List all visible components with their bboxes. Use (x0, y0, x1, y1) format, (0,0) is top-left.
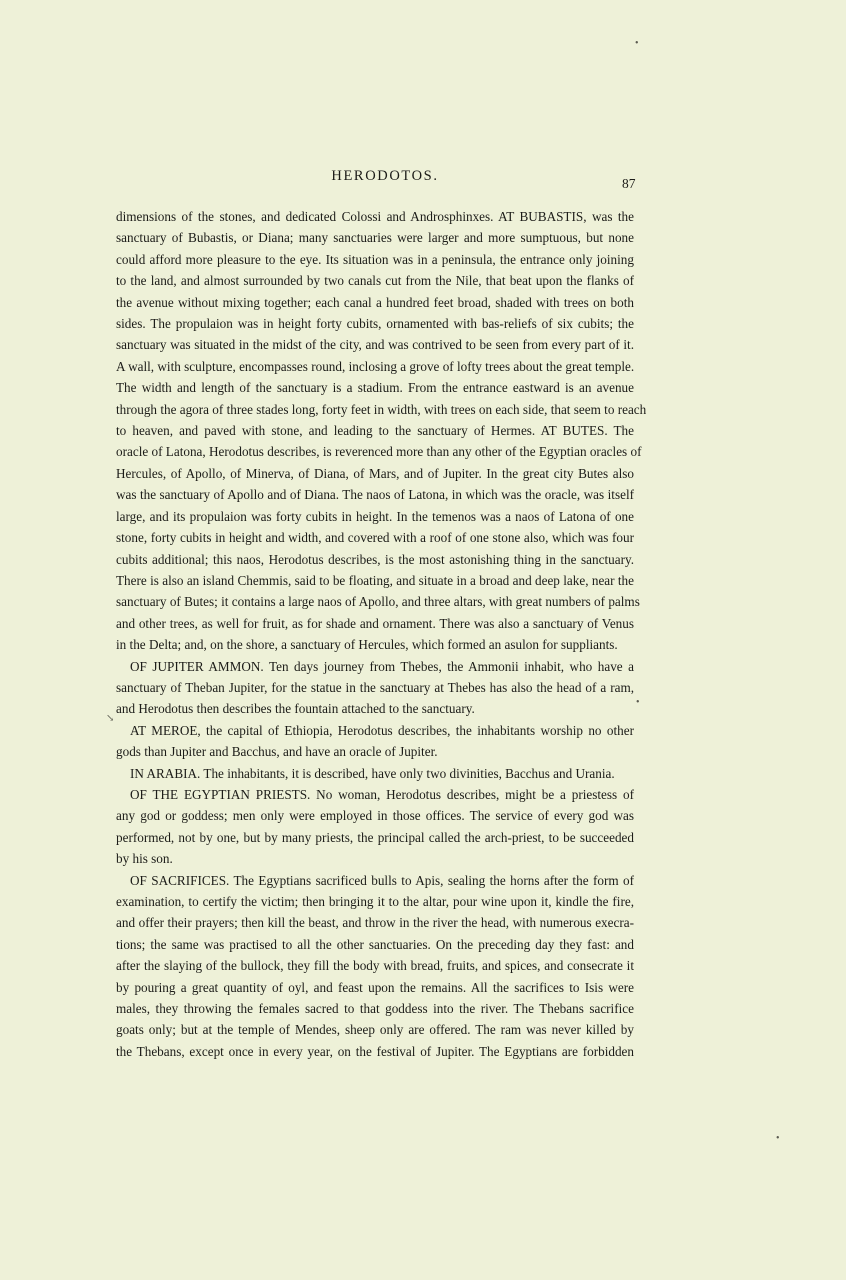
text-line: sanctuary was situated in the midst of the city, and was contrived to be seen from every part of it. (116, 337, 634, 353)
body-text (116, 206, 647, 1062)
text-line: sanctuary of Bubastis, or Diana; many sanctuaries were larger and more sumptuous, but none (116, 230, 634, 246)
text-line: A wall, with sculpture, encompasses round, inclosing a grove of lofty trees about the great temple. (116, 358, 635, 374)
text-line: sanctuary of Butes; it contains a large naos of Apollo, and three altars, with great numbers of palms (116, 594, 640, 610)
text-line: was the sanctuary of Apollo and of Diana. The naos of Latona, in which was the oracle, was itself (116, 487, 634, 503)
text-line: sides. The propulaion was in height forty cubits, ornamented with bas-reliefs of six cubits; the (116, 316, 634, 332)
text-line: could afford more pleasure to the eye. Its situation was in a peninsula, the entrance only joining (116, 251, 634, 267)
text-line: by pouring a great quantity of oyl, and feast upon the remains. All the sacrifices to Isis were (116, 979, 634, 995)
text-line: and offer their prayers; then kill the beast, and throw in the river the head, with numerous execra- (116, 915, 634, 931)
text-line: goats only; but at the temple of Mendes, sheep only are offered. The ram was never killed by (116, 1022, 634, 1038)
section-heading-line: OF THE EGYPTIAN PRIESTS. No woman, Herodotus describes, might be a priestess of (130, 786, 634, 802)
text-line: stone, forty cubits in height and width, and covered with a roof of one stone also, which was four (116, 530, 634, 546)
section-heading-line: IN ARABIA. The inhabitants, it is described, have only two divinities, Bacchus and Urania. (130, 765, 615, 781)
speck-mark: • (635, 38, 639, 49)
text-line: males, they throwing the females sacred to that goddess into the river. The Thebans sacrifice (116, 1001, 634, 1017)
section-heading-line: OF SACRIFICES. The Egyptians sacrificed bulls to Apis, sealing the horns after the form of (130, 872, 634, 888)
text-line: There is also an island Chemmis, said to be floating, and situate in a broad and deep lake, near the (116, 572, 634, 588)
text-line: large, and its propulaion was forty cubits in height. In the temenos was a naos of Latona of one (116, 508, 634, 524)
speck-mark: • (636, 697, 640, 708)
text-line: any god or goddess; men only were employed in those offices. The service of every god was (116, 808, 634, 824)
margin-pen-mark: ↘ (106, 713, 115, 724)
section-heading-line: AT MEROE, the capital of Ethiopia, Herodotus describes, the inhabitants worship no other (130, 722, 634, 738)
text-line: and other trees, as well for fruit, as for shade and ornament. There was also a sanctuary of Venus (116, 615, 634, 631)
text-line: tions; the same was practised to all the other sanctuaries. On the preceding day they fast: and (116, 936, 634, 952)
text-line: by his son. (116, 851, 173, 867)
text-line: to the land, and almost surrounded by two canals cut from the Nile, that beat upon the flanks of (116, 273, 634, 289)
text-line: after the slaying of the bullock, they fill the body with bread, fruits, and spices, and consecrate it (116, 958, 634, 974)
text-line: The width and length of the sanctuary is a stadium. From the entrance eastward is an avenue (116, 380, 634, 396)
text-line: dimensions of the stones, and dedicated Colossi and Androsphinxes. AT BUBASTIS, was the (116, 209, 634, 224)
text-line: the Thebans, except once in every year, on the festival of Jupiter. The Egyptians are forbidden (116, 1043, 634, 1059)
text-line: through the agora of three stades long, forty feet in width, with trees on each side, that seem to reach (116, 401, 647, 417)
text-line: in the Delta; and, on the shore, a sanctuary of Hercules, which formed an asulon for suppliants. (116, 637, 618, 653)
section-heading-line: OF JUPITER AMMON. Ten days journey from Thebes, the Ammonii inhabit, who have a (130, 658, 634, 674)
text-line: examination, to certify the victim; then bringing it to the altar, pour wine upon it, kindle the fire, (116, 894, 634, 909)
text-line: Hercules, of Apollo, of Minerva, of Diana, of Mars, and of Jupiter. In the great city Butes also (116, 465, 634, 481)
text-line: sanctuary of Theban Jupiter, for the statue in the sanctuary at Thebes has also the head of a ram, (116, 679, 634, 695)
text-line: performed, not by one, but by many priests, the principal called the arch-priest, to be succeeded (116, 829, 634, 845)
page-number: 87 (622, 176, 636, 191)
speck-mark: • (776, 1133, 780, 1144)
text-line: and Herodotus then describes the fountain attached to the sanctuary. (116, 701, 475, 717)
text-line: gods than Jupiter and Bacchus, and have an oracle of Jupiter. (116, 744, 438, 760)
text-line: the avenue without mixing together; each canal a hundred feet broad, shaded with trees on both (116, 294, 634, 310)
text-line: oracle of Latona, Herodotus describes, is reverenced more than any other of the Egyptian oracles of (116, 444, 642, 460)
text-line: cubits additional; this naos, Herodotus describes, is the most astonishing thing in the sanctuary. (116, 551, 634, 567)
running-head: HERODOTOS. (331, 168, 439, 184)
text-line: to heaven, and paved with stone, and leading to the sanctuary of Hermes. AT BUTES. The (116, 423, 634, 439)
